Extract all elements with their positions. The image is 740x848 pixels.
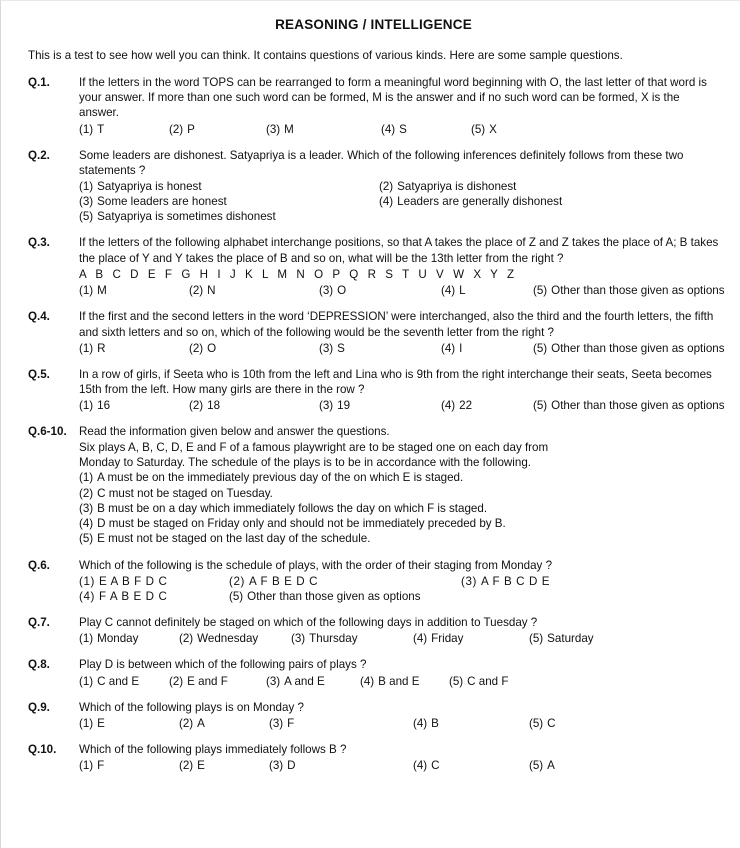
option-q4-4[interactable] [441, 341, 462, 356]
option-q9-4[interactable] [413, 716, 439, 731]
option-label: F A B E D C [98, 590, 168, 604]
options-q1 [79, 122, 722, 137]
option-marker: (3) [319, 284, 334, 298]
option-q4-2[interactable] [189, 341, 216, 356]
option-label: 16 [97, 399, 111, 413]
option-label: Satyapriya is dishonest [397, 180, 517, 194]
directions-line-1: Read the information given below and answer the questions. [79, 425, 390, 439]
option-label: Leaders are generally dishonest [397, 195, 563, 209]
intro-paragraph: This is a test to see how well you can think. It contains questions of various kinds. Here are some sample questions. [28, 49, 623, 62]
option-q2-4[interactable] [379, 194, 562, 209]
option-label: P [187, 122, 195, 136]
option-q2-3[interactable] [79, 194, 227, 209]
option-q10-1[interactable] [79, 758, 104, 773]
option-marker: (5) [529, 716, 544, 730]
question-number-q5: Q.5. [28, 367, 50, 381]
option-marker: (2) [379, 180, 394, 194]
option-marker: (2) [169, 674, 184, 688]
option-q1-2[interactable] [169, 122, 195, 137]
option-label: Thursday [309, 632, 358, 646]
option-q1-3[interactable] [266, 122, 294, 137]
option-q2-1[interactable] [79, 179, 202, 194]
option-label: E [97, 716, 105, 730]
conditions-list [79, 470, 722, 546]
condition-item-1 [79, 470, 722, 485]
option-label: E and F [187, 674, 228, 688]
option-label: Some leaders are honest [97, 195, 227, 209]
option-label: N [207, 284, 216, 298]
option-q7-5[interactable] [529, 631, 594, 646]
option-marker: (5) [449, 674, 464, 688]
options-q5 [79, 398, 725, 413]
option-marker: (3) [79, 195, 94, 209]
option-label: A F B C D E [480, 575, 551, 589]
option-q6-4[interactable] [79, 589, 167, 604]
option-q5-4[interactable] [441, 398, 472, 413]
option-label: F [287, 716, 295, 730]
option-q10-4[interactable] [413, 758, 440, 773]
option-label: I [459, 341, 463, 355]
option-q5-2[interactable] [189, 398, 220, 413]
option-marker: (3) [319, 399, 334, 413]
option-label: 18 [207, 399, 221, 413]
option-marker: (2) [179, 716, 194, 730]
option-marker: (4) [381, 122, 396, 136]
condition-marker: (3) [79, 501, 94, 515]
option-label: Other than those given as options [551, 399, 725, 413]
option-q9-2[interactable] [179, 716, 205, 731]
option-marker: (4) [441, 399, 456, 413]
question-text-q1: If the letters in the word TOPS can be rearranged to form a meaningful word beginning with O, the last letter of that word is your answer. If more than one such word can be formed, M is the answer and if no such word can be formed, X is the answer. [79, 75, 707, 120]
option-label: 19 [337, 399, 351, 413]
option-marker: (1) [79, 399, 94, 413]
option-q10-5[interactable] [529, 758, 555, 773]
question-number-q6: Q.6. [28, 558, 50, 572]
option-q7-4[interactable] [413, 631, 463, 646]
option-marker: (1) [79, 341, 94, 355]
option-q7-1[interactable] [79, 631, 138, 646]
question-number-q2: Q.2. [28, 148, 50, 162]
condition-item-5 [79, 531, 722, 546]
option-q8-1[interactable] [79, 674, 139, 689]
option-marker: (4) [360, 674, 375, 688]
question-block-q10 [1, 742, 740, 773]
option-label: C [547, 716, 556, 730]
condition-label: C must not be staged on Tuesday. [97, 486, 273, 500]
option-label: M [284, 122, 294, 136]
option-label: Other than those given as options [247, 590, 421, 604]
option-marker: (1) [79, 575, 95, 589]
question-number-q1: Q.1. [28, 75, 50, 89]
condition-label: E must not be staged on the last day of the schedule. [97, 532, 371, 546]
option-label: Saturday [547, 632, 594, 646]
option-marker: (4) [413, 632, 428, 646]
question-block-q4 [1, 309, 740, 356]
condition-label: A must be on the immediately previous day of the on which E is staged. [97, 471, 464, 485]
question-block-q8 [1, 657, 740, 688]
condition-item-4 [79, 516, 722, 531]
option-marker: (1) [79, 632, 94, 646]
options-q10 [79, 758, 722, 773]
option-q1-1[interactable] [79, 122, 104, 137]
option-marker: (1) [79, 716, 94, 730]
option-q8-4[interactable] [360, 674, 419, 689]
question-number-q3: Q.3. [28, 236, 50, 250]
condition-marker: (2) [79, 486, 94, 500]
option-marker: (3) [266, 674, 281, 688]
option-marker: (3) [266, 122, 281, 136]
option-label: E [197, 759, 205, 773]
option-label: Friday [431, 632, 464, 646]
option-marker: (5) [529, 632, 544, 646]
option-q6-5[interactable] [229, 589, 421, 604]
option-q1-4[interactable] [381, 122, 407, 137]
option-marker: (2) [189, 341, 204, 355]
option-marker: (2) [179, 759, 194, 773]
option-marker: (5) [533, 341, 548, 355]
option-q6-1[interactable] [79, 574, 167, 589]
option-label: Satyapriya is honest [97, 180, 202, 194]
option-label: Satyapriya is sometimes dishonest [97, 210, 276, 224]
question-block-q9 [1, 700, 740, 731]
option-label: C and F [467, 674, 509, 688]
question-block-q1 [1, 75, 740, 137]
question-number-q8: Q.8. [28, 658, 50, 672]
option-label: T [97, 122, 105, 136]
option-q4-1[interactable] [79, 341, 106, 356]
option-q3-1[interactable] [79, 283, 107, 298]
option-q9-5[interactable] [529, 716, 556, 731]
question-number-q6-10: Q.6-10. [28, 425, 67, 439]
option-label: 22 [459, 399, 473, 413]
option-label: Monday [97, 632, 139, 646]
option-marker: (4) [413, 716, 428, 730]
option-marker: (1) [79, 122, 94, 136]
options-q8 [79, 674, 722, 689]
option-label: O [207, 341, 217, 355]
option-q3-2[interactable] [189, 283, 216, 298]
option-q1-5[interactable] [471, 122, 497, 137]
option-marker: (4) [79, 590, 95, 604]
option-label: F [97, 759, 105, 773]
question-number-q10: Q.10. [28, 742, 57, 756]
option-q5-1[interactable] [79, 398, 110, 413]
option-marker: (5) [533, 284, 548, 298]
option-q3-5[interactable] [533, 283, 725, 298]
option-marker: (1) [79, 759, 94, 773]
question-block-q7 [1, 615, 740, 646]
option-q3-4[interactable] [441, 283, 466, 298]
question-text-q5: In a row of girls, if Seeta who is 10th from the left and Lina who is 9th from the right interchange their seats, Seeta becomes 15th from the left. How many girls are there in the row ? [79, 367, 712, 397]
options-q9 [79, 716, 722, 731]
option-marker: (5) [471, 122, 486, 136]
option-q4-5[interactable] [533, 341, 725, 356]
option-label: B and E [378, 674, 420, 688]
option-label: A and E [284, 674, 325, 688]
question-block-q3 [1, 235, 740, 298]
option-marker: (2) [189, 284, 204, 298]
condition-marker: (1) [79, 471, 94, 485]
option-label: S [399, 122, 407, 136]
option-label: B [431, 716, 439, 730]
condition-item-3 [79, 501, 722, 516]
directions-line-3: Monday to Saturday. The schedule of the plays is to be in accordance with the following. [79, 455, 531, 469]
option-marker: (4) [379, 195, 394, 209]
page-title: REASONING / INTELLIGENCE [275, 17, 472, 32]
option-marker: (3) [269, 759, 284, 773]
options-q6 [79, 574, 722, 604]
question-block-q6-10-directions [1, 424, 740, 546]
option-marker: (5) [529, 759, 544, 773]
option-q10-3[interactable] [269, 758, 296, 773]
option-marker: (3) [269, 716, 284, 730]
option-marker: (2) [169, 122, 184, 136]
option-marker: (1) [79, 180, 94, 194]
condition-item-2 [79, 486, 722, 501]
option-label: C and E [97, 674, 140, 688]
question-text-q4: If the first and the second letters in the word ‘DEPRESSION’ were interchanged, also the third and the fourth letters, the fifth and sixth letters and so on, which of the following would be the seventh letter from the right ? [79, 310, 714, 339]
condition-label: D must be staged on Friday only and should not be immediately preceded by B. [97, 517, 506, 531]
options-q2 [79, 179, 722, 224]
option-q7-2[interactable] [179, 631, 258, 646]
option-marker: (5) [533, 399, 548, 413]
question-number-q7: Q.7. [28, 616, 50, 630]
question-block-q6 [1, 558, 740, 604]
option-marker: (2) [189, 399, 204, 413]
option-label: R [97, 341, 106, 355]
option-q9-1[interactable] [79, 716, 105, 731]
option-q8-2[interactable] [169, 674, 228, 689]
option-label: A [197, 716, 205, 730]
option-q5-5[interactable] [533, 398, 725, 413]
option-marker: (1) [79, 674, 94, 688]
alphabet-sequence-q3: A B C D E F G H I J K L M N O P Q R S T U V W X Y Z [79, 267, 515, 281]
option-marker: (2) [229, 575, 245, 589]
options-q4 [79, 341, 725, 356]
option-marker: (5) [229, 590, 244, 604]
option-marker: (4) [441, 341, 456, 355]
option-marker: (4) [441, 284, 456, 298]
option-q6-2[interactable] [229, 574, 318, 589]
question-text-q7: Play C cannot definitely be staged on which of the following days in addition to Tuesday ? [79, 616, 538, 630]
option-label: O [337, 284, 347, 298]
question-block-q5 [1, 367, 740, 414]
condition-label: B must be on a day which immediately follows the day on which F is staged. [97, 501, 488, 515]
option-q9-3[interactable] [269, 716, 294, 731]
option-marker: (5) [79, 210, 94, 224]
option-marker: (1) [79, 284, 94, 298]
question-number-q9: Q.9. [28, 700, 50, 714]
option-label: L [459, 284, 466, 298]
option-q4-3[interactable] [319, 341, 345, 356]
question-text-q9: Which of the following plays is on Monday ? [79, 700, 304, 714]
option-marker: (3) [291, 632, 306, 646]
option-q3-3[interactable] [319, 283, 346, 298]
directions-line-2: Six plays A, B, C, D, E and F of a famous playwright are to be staged one on each day from [79, 440, 549, 454]
option-label: S [337, 341, 345, 355]
option-q8-5[interactable] [449, 674, 508, 689]
option-label: A [547, 759, 555, 773]
question-text-q8: Play D is between which of the following pairs of plays ? [79, 658, 367, 672]
options-q7 [79, 631, 722, 646]
options-q3 [79, 283, 725, 298]
option-label: A F B E D C [248, 575, 319, 589]
option-q6-3[interactable] [461, 574, 550, 589]
option-marker: (3) [319, 341, 334, 355]
option-label: M [97, 284, 107, 298]
question-text-q2: Some leaders are dishonest. Satyapriya is a leader. Which of the following inferences definitely follows from these two statements ? [79, 148, 684, 178]
option-label: E A B F D C [98, 575, 168, 589]
option-marker: (2) [179, 632, 194, 646]
option-q2-5[interactable] [79, 209, 276, 224]
condition-marker: (4) [79, 517, 94, 531]
question-block-q2 [1, 148, 740, 225]
option-label: Other than those given as options [551, 284, 725, 298]
condition-marker: (5) [79, 532, 94, 546]
option-q10-2[interactable] [179, 758, 205, 773]
question-text-q3: If the letters of the following alphabet interchange positions, so that A takes the place of Z and Z takes the place of A; B takes the place of Y and Y takes the place of B and so on, what will be the 13th letter from the right ? [79, 236, 719, 265]
question-number-q4: Q.4. [28, 310, 50, 324]
option-label: X [489, 122, 497, 136]
option-marker: (4) [413, 759, 428, 773]
option-label: C [431, 759, 440, 773]
option-q5-3[interactable] [319, 398, 350, 413]
option-label: D [287, 759, 296, 773]
question-text-q10: Which of the following plays immediately follows B ? [79, 742, 347, 756]
option-label: Other than those given as options [551, 341, 725, 355]
option-q2-2[interactable] [379, 179, 516, 194]
option-label: Wednesday [197, 632, 259, 646]
option-marker: (3) [461, 575, 477, 589]
option-q8-3[interactable] [266, 674, 325, 689]
option-q7-3[interactable] [291, 631, 358, 646]
question-text-q6: Which of the following is the schedule of plays, with the order of their staging from Monday ? [79, 558, 553, 572]
